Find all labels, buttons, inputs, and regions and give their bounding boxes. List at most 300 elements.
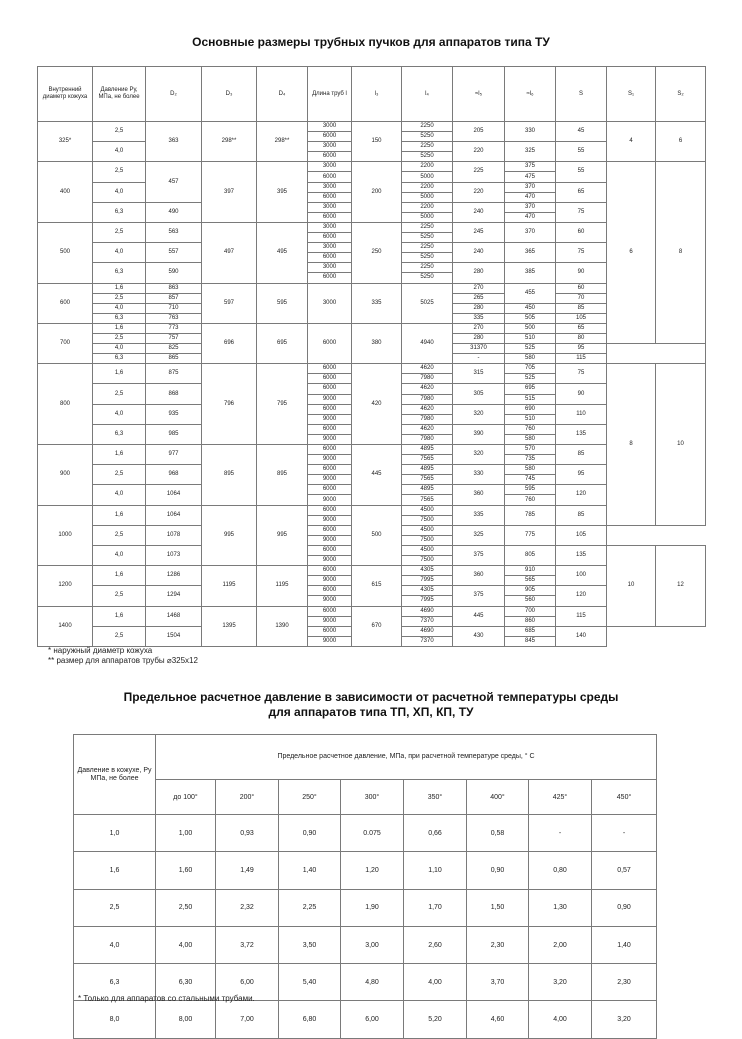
table2-subheader-row — [74, 780, 657, 815]
table-cell: 4,00 — [404, 964, 467, 1001]
length-cell: 9000 — [308, 535, 352, 545]
table-cell: 5,20 — [404, 1001, 467, 1038]
d2-cell: 557 — [146, 243, 202, 263]
l5-cell: 360 — [453, 485, 505, 505]
d4-cell: 298** — [257, 122, 308, 162]
l4-cell: 4620 — [402, 424, 453, 434]
l6-cell: 325 — [505, 142, 556, 162]
length-cell: 9000 — [308, 455, 352, 465]
s-cell: 115 — [556, 606, 607, 626]
d2-cell: 935 — [146, 404, 202, 424]
s-cell: 90 — [556, 263, 607, 283]
pressure-cell: 6,3 — [93, 354, 146, 364]
header-cell: ≈l₅ — [453, 67, 505, 122]
s-cell: 120 — [556, 586, 607, 606]
diameter-cell: 325* — [38, 122, 93, 162]
l4-cell: 4620 — [402, 364, 453, 374]
d2-cell: 1073 — [146, 545, 202, 565]
length-cell: 6000 — [308, 273, 352, 283]
l6-cell: 455 — [505, 283, 556, 303]
s-cell: 60 — [556, 222, 607, 242]
s-cell: 105 — [556, 525, 607, 545]
table-cell: 4,00 — [529, 1001, 592, 1038]
l6-cell: 385 — [505, 263, 556, 283]
l6-cell: 365 — [505, 243, 556, 263]
s-cell: 90 — [556, 384, 607, 404]
table-row — [38, 445, 706, 455]
l4-cell: 2250 — [402, 263, 453, 273]
l5-cell: 31370 — [453, 344, 505, 354]
pressure-cell: 4,0 — [93, 344, 146, 354]
header-cell: 400° — [467, 780, 529, 815]
d3-cell: 1195 — [202, 566, 257, 606]
header-cell: D₄ — [257, 67, 308, 122]
length-cell: 9000 — [308, 414, 352, 424]
l4-cell: 5250 — [402, 152, 453, 162]
d3-cell: 696 — [202, 323, 257, 363]
length-cell: 3000 — [308, 283, 352, 323]
l6-cell: 450 — [505, 303, 556, 313]
l4-cell: 7565 — [402, 495, 453, 505]
d2-cell: 563 — [146, 222, 202, 242]
d2-cell: 985 — [146, 424, 202, 444]
l3-cell: 250 — [352, 222, 402, 283]
footnote: * наружный диаметр кожуха — [48, 646, 153, 655]
header-cell: S — [556, 67, 607, 122]
table-cell: 1,70 — [404, 889, 467, 926]
d4-cell: 1195 — [257, 566, 308, 606]
table-cell: 4,60 — [467, 1001, 529, 1038]
table-cell: 1,50 — [467, 889, 529, 926]
pressure-cell: 2,5 — [93, 333, 146, 343]
l4-cell: 5250 — [402, 273, 453, 283]
s1-cell: 4 — [607, 122, 656, 162]
l4-cell: 4895 — [402, 485, 453, 495]
table-cell: 2,50 — [156, 889, 216, 926]
table-row — [38, 364, 706, 374]
header-cell: S₂ — [656, 67, 706, 122]
l6-cell: 695 — [505, 384, 556, 394]
l5-cell: 205 — [453, 122, 505, 142]
table-cell: 6,00 — [341, 1001, 404, 1038]
l3-cell: 615 — [352, 566, 402, 606]
l4-cell: 4500 — [402, 545, 453, 555]
length-cell: 6000 — [308, 253, 352, 263]
table-cell: 0,80 — [529, 852, 592, 889]
l4-cell: 7565 — [402, 455, 453, 465]
s-cell: 120 — [556, 485, 607, 505]
diameter-cell: 700 — [38, 323, 93, 363]
length-cell: 9000 — [308, 636, 352, 646]
pressure-cell: 2,5 — [93, 293, 146, 303]
l6-cell: 905 — [505, 586, 556, 596]
s-cell: 45 — [556, 122, 607, 142]
l4-cell: 2250 — [402, 122, 453, 132]
header-cell: l₄ — [402, 67, 453, 122]
header-cell: 425° — [529, 780, 592, 815]
l3-cell: 420 — [352, 364, 402, 445]
table-cell: 8,00 — [156, 1001, 216, 1038]
table-cell: 0,66 — [404, 815, 467, 852]
l6-cell: 690 — [505, 404, 556, 414]
table-cell: 1,0 — [74, 815, 156, 852]
table-cell: 5,40 — [279, 964, 341, 1001]
s-cell: 55 — [556, 162, 607, 182]
header-cell: D₂ — [146, 67, 202, 122]
table-row — [38, 505, 706, 515]
d2-cell: 763 — [146, 313, 202, 323]
l5-cell: 245 — [453, 222, 505, 242]
l3-cell: 500 — [352, 505, 402, 566]
table-cell: 1,49 — [216, 852, 279, 889]
l4-cell: 7980 — [402, 414, 453, 424]
header-cell: 250° — [279, 780, 341, 815]
header-cell: 350° — [404, 780, 467, 815]
d2-cell: 875 — [146, 364, 202, 384]
l3-cell: 150 — [352, 122, 402, 162]
l5-cell: - — [453, 354, 505, 364]
table-cell: 3,70 — [467, 964, 529, 1001]
l4-cell: 7370 — [402, 636, 453, 646]
pressure-cell: 6,3 — [93, 263, 146, 283]
pressure-cell: 2,5 — [93, 525, 146, 545]
l4-cell: 4620 — [402, 404, 453, 414]
l6-cell: 370 — [505, 222, 556, 242]
table-cell: 1,40 — [279, 852, 341, 889]
l4-cell: 2200 — [402, 202, 453, 212]
l6-cell: 760 — [505, 495, 556, 505]
d2-cell: 710 — [146, 303, 202, 313]
table-row — [38, 162, 706, 172]
length-cell: 9000 — [308, 556, 352, 566]
d4-cell: 695 — [257, 323, 308, 363]
s-cell: 95 — [556, 465, 607, 485]
pressure-cell: 1,6 — [93, 566, 146, 586]
pressure-cell: 6,3 — [93, 424, 146, 444]
l6-cell: 910 — [505, 566, 556, 576]
d4-cell: 495 — [257, 222, 308, 283]
s-cell: 95 — [556, 344, 607, 354]
length-cell: 6000 — [308, 323, 352, 363]
l3-cell: 670 — [352, 606, 402, 646]
s2-cell: 10 — [656, 364, 706, 526]
d3-cell: 895 — [202, 445, 257, 506]
s-cell: 75 — [556, 364, 607, 384]
l5-cell: 375 — [453, 545, 505, 565]
table-cell: 2,30 — [467, 926, 529, 963]
length-cell: 3000 — [308, 122, 352, 132]
table-cell: 3,50 — [279, 926, 341, 963]
d3-cell: 597 — [202, 283, 257, 323]
pressure-cell: 2,5 — [93, 626, 146, 646]
header-cell: Давление в кожухе, Ру МПа, не более — [74, 735, 156, 815]
header-cell: S₁ — [607, 67, 656, 122]
length-cell: 6000 — [308, 364, 352, 374]
table2-footnote: * Только для аппаратов со стальными трубами. — [78, 994, 255, 1003]
l5-cell: 375 — [453, 586, 505, 606]
table-row — [74, 926, 657, 963]
l6-cell: 745 — [505, 475, 556, 485]
d2-cell: 1294 — [146, 586, 202, 606]
s-cell: 140 — [556, 626, 607, 646]
length-cell: 3000 — [308, 243, 352, 253]
table-cell: 1,6 — [74, 852, 156, 889]
l6-cell: 470 — [505, 192, 556, 202]
l5-cell: 280 — [453, 263, 505, 283]
d3-cell: 397 — [202, 162, 257, 223]
table-cell: 3,72 — [216, 926, 279, 963]
d2-cell: 1064 — [146, 505, 202, 525]
s-cell: 75 — [556, 243, 607, 263]
pressure-cell: 2,5 — [93, 222, 146, 242]
l6-cell: 565 — [505, 576, 556, 586]
pressure-cell: 2,5 — [93, 162, 146, 182]
length-cell: 9000 — [308, 434, 352, 444]
s-cell: 115 — [556, 354, 607, 364]
diameter-cell: 1400 — [38, 606, 93, 646]
diameter-cell: 400 — [38, 162, 93, 223]
diameter-cell: 1000 — [38, 505, 93, 566]
l4-cell: 4500 — [402, 505, 453, 515]
header-cell: D₃ — [202, 67, 257, 122]
l6-cell: 705 — [505, 364, 556, 374]
pressure-cell: 6,3 — [93, 313, 146, 323]
length-cell: 6000 — [308, 626, 352, 636]
s1-cell: 10 — [607, 545, 656, 626]
l4-cell: 4305 — [402, 566, 453, 576]
l4-cell: 7370 — [402, 616, 453, 626]
l4-cell: 7980 — [402, 394, 453, 404]
table-cell: 6,80 — [279, 1001, 341, 1038]
length-cell: 3000 — [308, 142, 352, 152]
table-row — [38, 122, 706, 132]
l3-cell: 200 — [352, 162, 402, 223]
l6-cell: 515 — [505, 394, 556, 404]
l5-cell: 225 — [453, 162, 505, 182]
d2-cell: 757 — [146, 333, 202, 343]
l6-cell: 735 — [505, 455, 556, 465]
d4-cell: 895 — [257, 445, 308, 506]
l6-cell: 510 — [505, 333, 556, 343]
table-row — [74, 815, 657, 852]
s-cell: 65 — [556, 182, 607, 202]
table2-title-line1: Предельное расчетное давление в зависимости от расчетной температуры среды — [123, 690, 619, 704]
table-cell: 4,80 — [341, 964, 404, 1001]
d2-cell: 1504 — [146, 626, 202, 646]
l6-cell: 370 — [505, 202, 556, 212]
l4-cell: 2200 — [402, 162, 453, 172]
d2-cell: 457 — [146, 162, 202, 202]
table-cell: 4,0 — [74, 926, 156, 963]
table-row — [38, 222, 706, 232]
l5-cell: 445 — [453, 606, 505, 626]
l5-cell: 280 — [453, 303, 505, 313]
l6-cell: 580 — [505, 354, 556, 364]
s-cell: 80 — [556, 333, 607, 343]
d3-cell: 1395 — [202, 606, 257, 646]
l4-cell: 4895 — [402, 445, 453, 455]
length-cell: 3000 — [308, 162, 352, 172]
table-cell: 6,3 — [74, 964, 156, 1001]
table-row — [38, 606, 706, 616]
s-cell: 65 — [556, 323, 607, 333]
d3-cell: 995 — [202, 505, 257, 566]
d2-cell: 865 — [146, 354, 202, 364]
l6-cell: 560 — [505, 596, 556, 606]
l4-cell: 7500 — [402, 515, 453, 525]
table-cell: 0,90 — [592, 889, 657, 926]
l5-cell: 330 — [453, 465, 505, 485]
length-cell: 9000 — [308, 616, 352, 626]
s-cell: 55 — [556, 142, 607, 162]
length-cell: 9000 — [308, 576, 352, 586]
s-cell: 85 — [556, 505, 607, 525]
header-cell: l₃ — [352, 67, 402, 122]
l6-cell: 370 — [505, 182, 556, 192]
table1-header-row — [38, 67, 706, 122]
header-cell: Внутренний диаметр кожуха — [38, 67, 93, 122]
l4-cell: 7995 — [402, 596, 453, 606]
pressure-cell: 1,6 — [93, 606, 146, 626]
pressure-cell: 1,6 — [93, 505, 146, 525]
l6-cell: 375 — [505, 162, 556, 172]
diameter-cell: 600 — [38, 283, 93, 323]
l3-cell: 445 — [352, 445, 402, 506]
s-cell: 85 — [556, 445, 607, 465]
table-cell: - — [592, 815, 657, 852]
l5-cell: 220 — [453, 182, 505, 202]
l4-cell: 2200 — [402, 182, 453, 192]
length-cell: 6000 — [308, 465, 352, 475]
l4-cell: 5000 — [402, 212, 453, 222]
s1-cell: 6 — [607, 162, 656, 344]
length-cell: 9000 — [308, 475, 352, 485]
l4-cell: 5000 — [402, 192, 453, 202]
l5-cell: 430 — [453, 626, 505, 646]
l5-cell: 280 — [453, 333, 505, 343]
l4-cell: 5000 — [402, 172, 453, 182]
length-cell: 6000 — [308, 132, 352, 142]
l5-cell: 270 — [453, 283, 505, 293]
s1-cell: 8 — [607, 364, 656, 526]
length-cell: 9000 — [308, 515, 352, 525]
l6-cell: 785 — [505, 505, 556, 525]
pressure-cell: 4,0 — [93, 243, 146, 263]
l4-cell: 2250 — [402, 243, 453, 253]
table-cell: 1,10 — [404, 852, 467, 889]
pressure-cell: 4,0 — [93, 485, 146, 505]
l4-cell: 7980 — [402, 434, 453, 444]
diameter-cell: 1200 — [38, 566, 93, 606]
pressure-cell: 4,0 — [93, 182, 146, 202]
pressure-cell: 1,6 — [93, 283, 146, 293]
length-cell: 6000 — [308, 545, 352, 555]
l5-cell: 265 — [453, 293, 505, 303]
table-cell: 1,20 — [341, 852, 404, 889]
table-row — [74, 889, 657, 926]
l6-cell: 845 — [505, 636, 556, 646]
length-cell: 6000 — [308, 172, 352, 182]
l5-cell: 320 — [453, 445, 505, 465]
s-cell: 135 — [556, 545, 607, 565]
l5-cell: 390 — [453, 424, 505, 444]
l4-cell: 4620 — [402, 384, 453, 394]
l6-cell: 330 — [505, 122, 556, 142]
length-cell: 6000 — [308, 374, 352, 384]
d2-cell: 773 — [146, 323, 202, 333]
l6-cell: 470 — [505, 212, 556, 222]
l6-cell: 685 — [505, 626, 556, 636]
header-cell: 200° — [216, 780, 279, 815]
length-cell: 3000 — [308, 182, 352, 192]
l6-cell: 595 — [505, 485, 556, 495]
pressure-cell: 4,0 — [93, 404, 146, 424]
table-cell: 1,00 — [156, 815, 216, 852]
l6-cell: 525 — [505, 374, 556, 384]
l5-cell: 220 — [453, 142, 505, 162]
l5-cell: 240 — [453, 243, 505, 263]
l4-cell: 4500 — [402, 525, 453, 535]
length-cell: 9000 — [308, 394, 352, 404]
l4-cell: 7500 — [402, 556, 453, 566]
table2-header-row — [74, 735, 657, 780]
l4-cell: 5250 — [402, 233, 453, 243]
table-row — [38, 283, 706, 293]
header-cell: Длина труб l — [308, 67, 352, 122]
l4-cell: 4690 — [402, 626, 453, 636]
d2-cell: 1468 — [146, 606, 202, 626]
l4-cell: 2250 — [402, 142, 453, 152]
pressure-cell: 2,5 — [93, 122, 146, 142]
l6-cell: 500 — [505, 323, 556, 333]
l6-cell: 525 — [505, 344, 556, 354]
l5-cell: 320 — [453, 404, 505, 424]
l6-cell: 805 — [505, 545, 556, 565]
l6-cell: 760 — [505, 424, 556, 434]
l4-cell: 4895 — [402, 465, 453, 475]
d2-cell: 1078 — [146, 525, 202, 545]
l4-cell: 4940 — [402, 323, 453, 363]
l6-cell: 505 — [505, 313, 556, 323]
d3-cell: 497 — [202, 222, 257, 283]
footnote: ** размер для аппаратов трубы ⌀325х12 — [48, 656, 198, 665]
d4-cell: 995 — [257, 505, 308, 566]
length-cell: 3000 — [308, 202, 352, 212]
d2-cell: 490 — [146, 202, 202, 222]
s2-cell: 6 — [656, 122, 706, 162]
table-row — [38, 323, 706, 333]
table-cell: 3,00 — [341, 926, 404, 963]
l5-cell: 240 — [453, 202, 505, 222]
table-cell: - — [529, 815, 592, 852]
header-cell: Давление Ру, МПа, не более — [93, 67, 146, 122]
length-cell: 3000 — [308, 263, 352, 273]
table-cell: 1,40 — [592, 926, 657, 963]
table-cell: 2,60 — [404, 926, 467, 963]
l6-cell: 580 — [505, 434, 556, 444]
length-cell: 6000 — [308, 212, 352, 222]
l6-cell: 570 — [505, 445, 556, 455]
d2-cell: 868 — [146, 384, 202, 404]
s-cell: 100 — [556, 566, 607, 586]
length-cell: 6000 — [308, 586, 352, 596]
table-row — [74, 852, 657, 889]
l4-cell: 7565 — [402, 475, 453, 485]
table-cell: 6,30 — [156, 964, 216, 1001]
d3-cell: 796 — [202, 364, 257, 445]
length-cell: 6000 — [308, 505, 352, 515]
table-cell: 4,00 — [156, 926, 216, 963]
